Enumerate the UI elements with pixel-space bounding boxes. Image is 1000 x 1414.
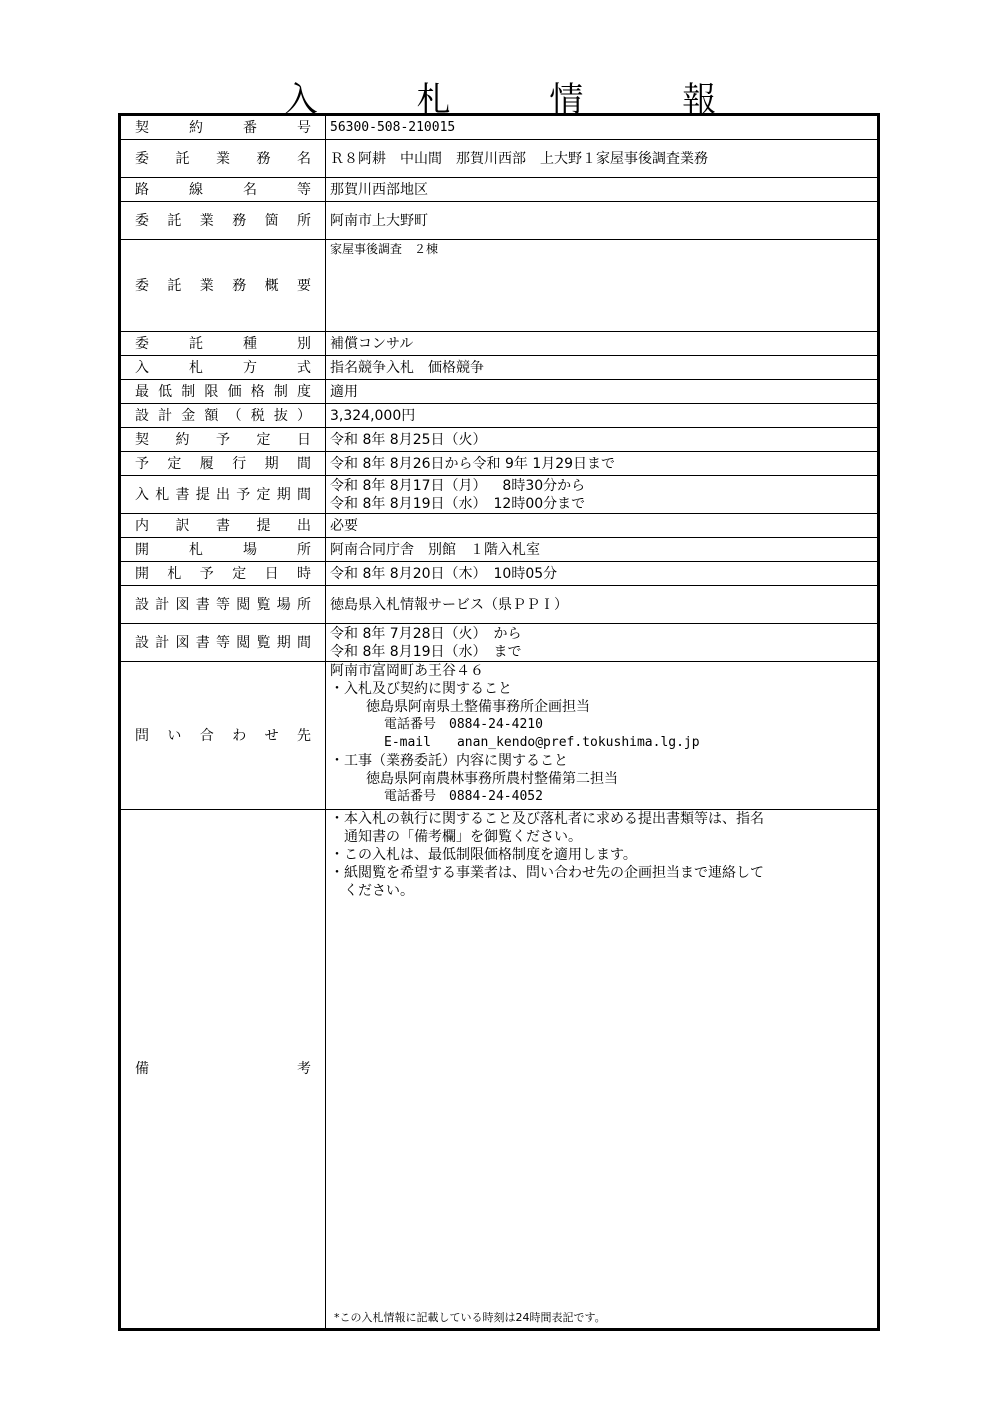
label-doc-period: 設計図書等閲覧期間 (135, 634, 311, 651)
row-location (121, 202, 878, 240)
label-summary: 委 託 業 務 概 要 (135, 277, 311, 294)
submission-end: 令和 8年 8月19日（水） 12時00分まで (330, 495, 586, 512)
value-doc-place: 徳島県入札情報サービス（県ＰＰＩ） (326, 586, 878, 624)
value-contract-date: 令和 8年 8月25日（火） (326, 428, 878, 452)
label-work-name: 委 託 業 務 名 (135, 150, 311, 167)
value-design-amount: 3,324,000円 (326, 404, 878, 428)
value-remarks (326, 810, 878, 1329)
value-route: 那賀川西部地区 (326, 178, 878, 202)
row-route (121, 178, 878, 202)
row-opening-date (121, 562, 878, 586)
label-contact: 問 い 合 わ せ 先 (135, 727, 311, 744)
remarks-line-1: ・本入札の執行に関すること及び落札者に求める提出書類等は、指名 (330, 811, 764, 827)
doc-period-end: 令和 8年 8月19日（水） まで (330, 643, 522, 660)
contact-bid-heading: ・入札及び契約に関すること (330, 681, 512, 697)
row-opening-place (121, 538, 878, 562)
contact-work-office: 徳島県阿南農林事務所農村整備第二担当 (366, 771, 618, 787)
contact-bid-office: 徳島県阿南県土整備事務所企画担当 (366, 699, 590, 715)
label-contract-date: 契 約 予 定 日 (135, 431, 311, 448)
remarks-line-4: ・紙閲覧を希望する事業者は、問い合わせ先の企画担当まで連絡して (330, 865, 764, 881)
value-period: 令和 8年 8月26日から令和 9年 1月29日まで (326, 452, 878, 476)
label-contract-no: 契 約 番 号 (135, 119, 311, 136)
contact-address: 阿南市富岡町あ王谷４６ (330, 663, 484, 679)
row-contract-date (121, 428, 878, 452)
remarks-line-2: 通知書の「備考欄」を御覧ください。 (344, 829, 582, 845)
label-design-amount: 設計金額（税抜） (135, 407, 311, 424)
row-period (121, 452, 878, 476)
label-opening-place: 開 札 場 所 (135, 541, 311, 558)
row-work-name (121, 140, 878, 178)
label-period: 予 定 履 行 期 間 (135, 455, 311, 472)
row-bid-method (121, 356, 878, 380)
row-submission (121, 476, 878, 514)
contact-work-heading: ・工事（業務委託）内容に関すること (330, 753, 568, 769)
value-location: 阿南市上大野町 (326, 202, 878, 240)
value-contact (326, 662, 878, 810)
value-contract-no: 56300-508-210015 (326, 116, 878, 140)
label-submission: 入札書提出予定期間 (135, 486, 311, 503)
remarks-footnote: *この入札情報に記載している時刻は24時間表記です。 (334, 1311, 606, 1324)
row-design-amount (121, 404, 878, 428)
label-location: 委 託 業 務 箇 所 (135, 212, 311, 229)
label-type: 委 託 種 別 (135, 335, 311, 352)
label-route: 路 線 名 等 (135, 181, 311, 198)
bid-info-table (118, 113, 880, 1331)
value-breakdown: 必要 (326, 514, 878, 538)
row-doc-period (121, 624, 878, 662)
doc-period-start: 令和 8年 7月28日（火） から (330, 625, 522, 642)
value-type: 補償コンサル (326, 332, 878, 356)
label-min-price: 最低制限価格制度 (135, 383, 311, 400)
row-doc-place (121, 586, 878, 624)
row-contact (121, 662, 878, 810)
value-min-price: 適用 (326, 380, 878, 404)
label-breakdown: 内 訳 書 提 出 (135, 517, 311, 534)
value-opening-date: 令和 8年 8月20日（木） 10時05分 (326, 562, 878, 586)
label-bid-method: 入 札 方 式 (135, 359, 311, 376)
label-doc-place: 設計図書等閲覧場所 (135, 596, 311, 613)
submission-start: 令和 8年 8月17日（月） 8時30分から (330, 477, 586, 494)
value-summary: 家屋事後調査 ２棟 (326, 240, 878, 332)
row-summary (121, 240, 878, 332)
row-remarks (121, 810, 878, 1329)
label-remarks: 備 考 (135, 1061, 311, 1077)
value-doc-period (326, 624, 878, 662)
value-work-name: Ｒ８阿耕 中山間 那賀川西部 上大野１家屋事後調査業務 (326, 140, 878, 178)
value-opening-place: 阿南合同庁舎 別館 １階入札室 (326, 538, 878, 562)
row-min-price (121, 380, 878, 404)
value-bid-method: 指名競争入札 価格競争 (326, 356, 878, 380)
page-title: 入 札 情 報 (283, 80, 761, 120)
row-contract-no (121, 116, 878, 140)
remarks-line-3: ・この入札は、最低制限価格制度を適用します。 (330, 847, 637, 863)
contact-bid-email: E-mail anan_kendo@pref.tokushima.lg.jp (384, 735, 700, 750)
value-submission (326, 476, 878, 514)
remarks-line-5: ください。 (344, 883, 414, 899)
contact-work-tel: 電話番号 0884-24-4052 (384, 789, 543, 804)
contact-bid-tel: 電話番号 0884-24-4210 (384, 717, 543, 732)
label-opening-date: 開 札 予 定 日 時 (135, 565, 311, 582)
row-breakdown (121, 514, 878, 538)
row-type (121, 332, 878, 356)
